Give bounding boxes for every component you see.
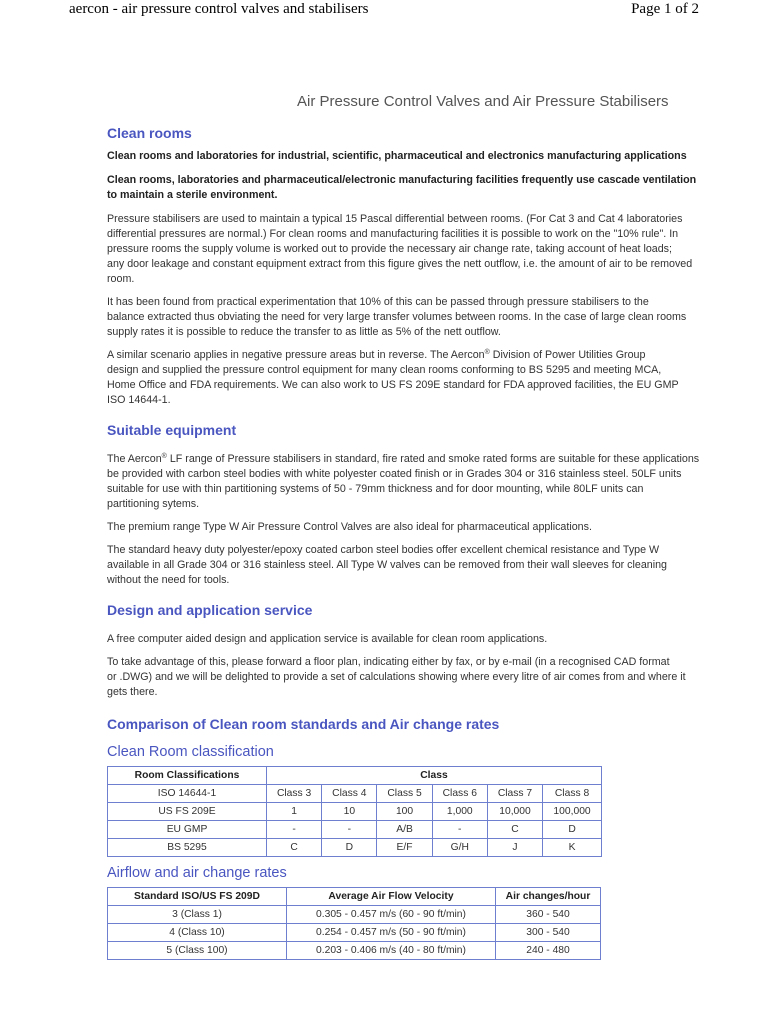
table-row <box>108 803 602 821</box>
table-cell: 100,000 <box>543 803 602 821</box>
text-line: supply rates it is possible to reduce the transfer to as little as 5% of the nett outflow. <box>107 326 501 338</box>
text-line: without the need for tools. <box>107 574 230 586</box>
registered-mark: ® <box>484 349 490 356</box>
heading-airflow: Airflow and air change rates <box>107 865 287 881</box>
text-line: balance extracted thus obviating the need for very large transfer volumes between rooms. In the case of large clean rooms <box>107 311 687 323</box>
text-fragment: Division of Power Utilities Group <box>489 349 646 361</box>
classification-table <box>107 766 602 857</box>
paragraph <box>107 655 699 700</box>
airflow-table <box>107 887 601 960</box>
table-cell: Class 7 <box>487 785 542 803</box>
text-line: partitioning sytems. <box>107 498 200 510</box>
text-line: room. <box>107 273 135 285</box>
registered-mark: ® <box>161 453 167 460</box>
text-line: The standard heavy duty polyester/epoxy coated carbon steel bodies offer excellent chemical resistance and Type W <box>107 544 660 556</box>
print-header-title: aercon - air pressure control valves and stabilisers <box>69 1 369 17</box>
table-cell: - <box>322 821 377 839</box>
text-line: available in all Grade 304 or 316 stainless steel. All Type W valves can be removed from their wall sleeves for cleaning <box>107 559 667 571</box>
table-cell: 360 - 540 <box>496 906 601 924</box>
table-cell: Class 4 <box>322 785 377 803</box>
table-cell: C <box>267 839 322 857</box>
text-line: To take advantage of this, please forward a floor plan, indicating either by fax, or by e-mail (in a recognised CAD format <box>107 656 670 668</box>
text-line: design and supplied the pressure control equipment for many clean rooms conforming to BS 5295 and meeting MCA, <box>107 364 662 376</box>
heading-clean-rooms: Clean rooms <box>107 125 192 141</box>
heading-design-service: Design and application service <box>107 602 313 618</box>
table-cell: - <box>267 821 322 839</box>
text-line: Pressure stabilisers are used to maintain a typical 15 Pascal differential between rooms. (For Cat 3 and Cat 4 laboratories <box>107 213 683 225</box>
table-cell: 0.203 - 0.406 m/s (40 - 80 ft/min) <box>287 942 496 960</box>
table-row <box>108 924 601 942</box>
table-cell: J <box>487 839 542 857</box>
paragraph <box>107 348 699 408</box>
table-cell: E/F <box>377 839 432 857</box>
table-cell: 300 - 540 <box>496 924 601 942</box>
table-row <box>108 785 602 803</box>
text-line: Clean rooms, laboratories and pharmaceutical/electronic manufacturing facilities frequently use cascade ventilation <box>107 174 697 186</box>
table-header-cell: Air changes/hour <box>496 888 601 906</box>
table-cell: 1,000 <box>432 803 487 821</box>
table-cell: BS 5295 <box>108 839 267 857</box>
clean-rooms-intro <box>107 173 699 203</box>
text-line: be provided with carbon steel bodies with white polyester coated finish or in Grades 304 or 316 stainless steel. 50LF units <box>107 468 682 480</box>
text-line: to maintain a sterile environment. <box>107 189 278 201</box>
table-cell: C <box>487 821 542 839</box>
text-fragment: LF range of Pressure stabilisers in standard, fire rated and smoke rated forms are suitable for these applications <box>166 453 699 465</box>
table-cell: 3 (Class 1) <box>108 906 287 924</box>
clean-rooms-subtitle: Clean rooms and laboratories for industrial, scientific, pharmaceutical and electronics manufacturing applications <box>107 150 687 162</box>
table-header-cell: Class <box>267 767 602 785</box>
text-line: any door leakage and constant equipment extract from this figure gives the nett outflow, i.e. the amount of air to be removed <box>107 258 693 270</box>
text-line: differential pressures are normal.) For clean rooms and manufacturing facilities it is possible to work on the "10% rule". In <box>107 228 679 240</box>
page-content <box>107 93 699 1024</box>
table-cell: US FS 209E <box>108 803 267 821</box>
table-cell: EU GMP <box>108 821 267 839</box>
text-line: pressure rooms the supply volume is worked out to provide the necessary air change rate, taking account of heat loads; <box>107 243 672 255</box>
table-cell: A/B <box>377 821 432 839</box>
text-fragment: The Aercon <box>107 453 162 465</box>
table-cell: Class 6 <box>432 785 487 803</box>
paragraph: A free computer aided design and application service is available for clean room applications. <box>107 633 548 645</box>
table-cell: Class 8 <box>543 785 602 803</box>
table-row <box>108 821 602 839</box>
table-cell: 5 (Class 100) <box>108 942 287 960</box>
text-line: gets there. <box>107 686 158 698</box>
table-cell: D <box>543 821 602 839</box>
paragraph <box>107 543 699 588</box>
paragraph <box>107 295 699 340</box>
table-cell: 4 (Class 10) <box>108 924 287 942</box>
page-number: Page 1 of 2 <box>631 1 699 17</box>
table-cell: - <box>432 821 487 839</box>
text-line: or .DWG) and we will be delighted to provide a set of calculations showing where every litre of air comes from and where it <box>107 671 686 683</box>
table-cell: 0.305 - 0.457 m/s (60 - 90 ft/min) <box>287 906 496 924</box>
text-line: Home Office and FDA requirements. We can also work to US FS 209E standard for FDA approved facilities, the EU GMP <box>107 379 679 391</box>
text-fragment: A similar scenario applies in negative pressure areas but in reverse. The Aercon <box>107 349 485 361</box>
page-title: Air Pressure Control Valves and Air Pressure Stabilisers <box>297 93 669 110</box>
table-row <box>108 839 602 857</box>
table-header-row <box>108 767 602 785</box>
table-cell: 10,000 <box>487 803 542 821</box>
text-line <box>107 452 699 467</box>
text-line: It has been found from practical experimentation that 10% of this can be passed through pressure stabilisers to the <box>107 296 649 308</box>
text-line: ISO 14644-1. <box>107 394 171 406</box>
table-row <box>108 942 601 960</box>
table-cell: Class 3 <box>267 785 322 803</box>
heading-comparison: Comparison of Clean room standards and Air change rates <box>107 716 500 732</box>
table-row <box>108 906 601 924</box>
table-cell: G/H <box>432 839 487 857</box>
paragraph <box>107 452 699 512</box>
table-cell: K <box>543 839 602 857</box>
table-header-cell: Standard ISO/US FS 209D <box>108 888 287 906</box>
table-cell: 1 <box>267 803 322 821</box>
text-line: suitable for use with thin partitioning systems of 50 - 79mm thickness and for door mounting, while 80LF units can <box>107 483 644 495</box>
text-line <box>107 348 699 363</box>
heading-suitable-equipment: Suitable equipment <box>107 422 237 438</box>
table-header-cell: Average Air Flow Velocity <box>287 888 496 906</box>
print-header <box>0 0 768 22</box>
table-cell: 10 <box>322 803 377 821</box>
table-cell: ISO 14644-1 <box>108 785 267 803</box>
table-cell: 0.254 - 0.457 m/s (50 - 90 ft/min) <box>287 924 496 942</box>
table-cell: 100 <box>377 803 432 821</box>
paragraph <box>107 212 699 287</box>
table-header-row <box>108 888 601 906</box>
paragraph: The premium range Type W Air Pressure Control Valves are also ideal for pharmaceutical applications. <box>107 521 592 533</box>
heading-classification: Clean Room classification <box>107 744 274 760</box>
table-cell: D <box>322 839 377 857</box>
table-header-cell: Room Classifications <box>108 767 267 785</box>
table-cell: 240 - 480 <box>496 942 601 960</box>
table-cell: Class 5 <box>377 785 432 803</box>
